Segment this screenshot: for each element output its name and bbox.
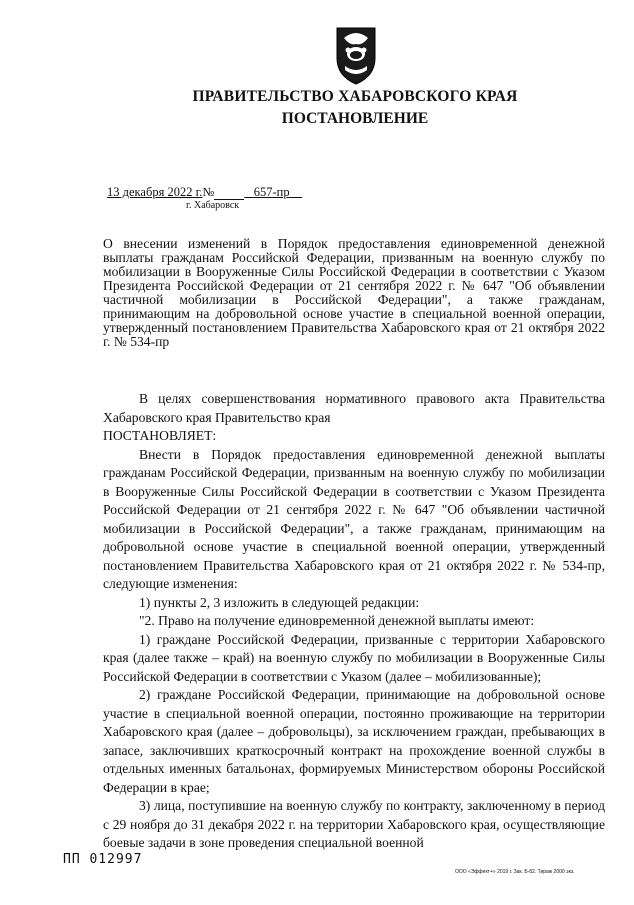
- document-subject: О внесении изменений в Порядок предоставления единовременной денежной выплаты гражданам Российской Федерации, призванным на военную службу по мобилизации в Вооруженные Силы Российской Федерации в соответствии с Указом Президента Российской Федерации от 21 сентября 2022 г. № 647 "Об объявлении частичной мобилизации в Российской Федерации", а также гражданам, принимающим на добровольной основе участие в специальной военной операции, утвержденный постановлением Правительства Хабаровского края от 21 октября 2022 г. № 534-пр: [103, 236, 605, 349]
- paragraph: 2) граждане Российской Федерации, принимающие на добровольной основе участие в специальной военной операции, постоянно проживающие на территории Хабаровского края (далее – добровольцы), за исключением граждан, пребывающих в запасе, заключивших краткосрочный контракт на прохождение военной службы в отдельных именных батальонах, формируемых Министерством обороны Российской Федерации в крае;: [103, 687, 605, 795]
- document-type: ПОСТАНОВЛЕНИЕ: [281, 110, 429, 127]
- document-body: [103, 390, 605, 853]
- resolution-heading: ПОСТАНОВЛЯЕТ:: [103, 428, 217, 443]
- printer-imprint: ООО «Эффект+» 2019 г. Зак. Б-82. Тираж 2000 экз.: [455, 869, 575, 875]
- serial-number: ПП 012997: [63, 852, 143, 867]
- intro-paragraph: В целях совершенствования нормативного правового акта Правительства Хабаровского края Правительство края: [103, 391, 605, 425]
- paragraph: 3) лица, поступившие на военную службу по контракту, заключенному в период с 29 ноября до 31 декабря 2022 г. на территории Хабаровского края, осуществляющие боевые задачи в зоне проведения специальной военной: [103, 798, 605, 850]
- paragraph: "2. Право на получение единовременной денежной выплаты имеют:: [139, 613, 535, 628]
- coat-of-arms-icon: [331, 24, 381, 86]
- paragraph: Внести в Порядок предоставления единовременной денежной выплаты гражданам Российской Федерации, призванным на военную службу по мобилизации в Вооруженные Силы Российской Федерации в соответствии с Указом Президента Российской Федерации от 21 сентября 2022 г. № 647 "Об объявлении частичной мобилизации в Российской Федерации", а также гражданам, принимающим на добровольной основе участие в специальной военной операции, утвержденный постановлением Правительства Хабаровского края от 21 октября 2022 г. № 534-пр, следующие изменения:: [103, 446, 605, 591]
- organization-title: ПРАВИТЕЛЬСТВО ХАБАРОВСКОГО КРАЯ: [192, 88, 518, 105]
- city: г. Хабаровск: [186, 200, 240, 211]
- paragraph: 1) пункты 2, 3 изложить в следующей редакции:: [139, 594, 420, 610]
- document-number: 657-пр: [253, 185, 290, 199]
- document-date: 13 декабря 2022 г.: [107, 185, 203, 199]
- number-sign: №: [202, 185, 215, 199]
- paragraph: 1) граждане Российской Федерации, призванные с территории Хабаровского края (далее также – край) на военную службу по мобилизации в Вооруженные Силы Российской Федерации в соответствии с Указом (далее – мобилизованные);: [103, 631, 605, 684]
- date-number-line: [107, 185, 302, 200]
